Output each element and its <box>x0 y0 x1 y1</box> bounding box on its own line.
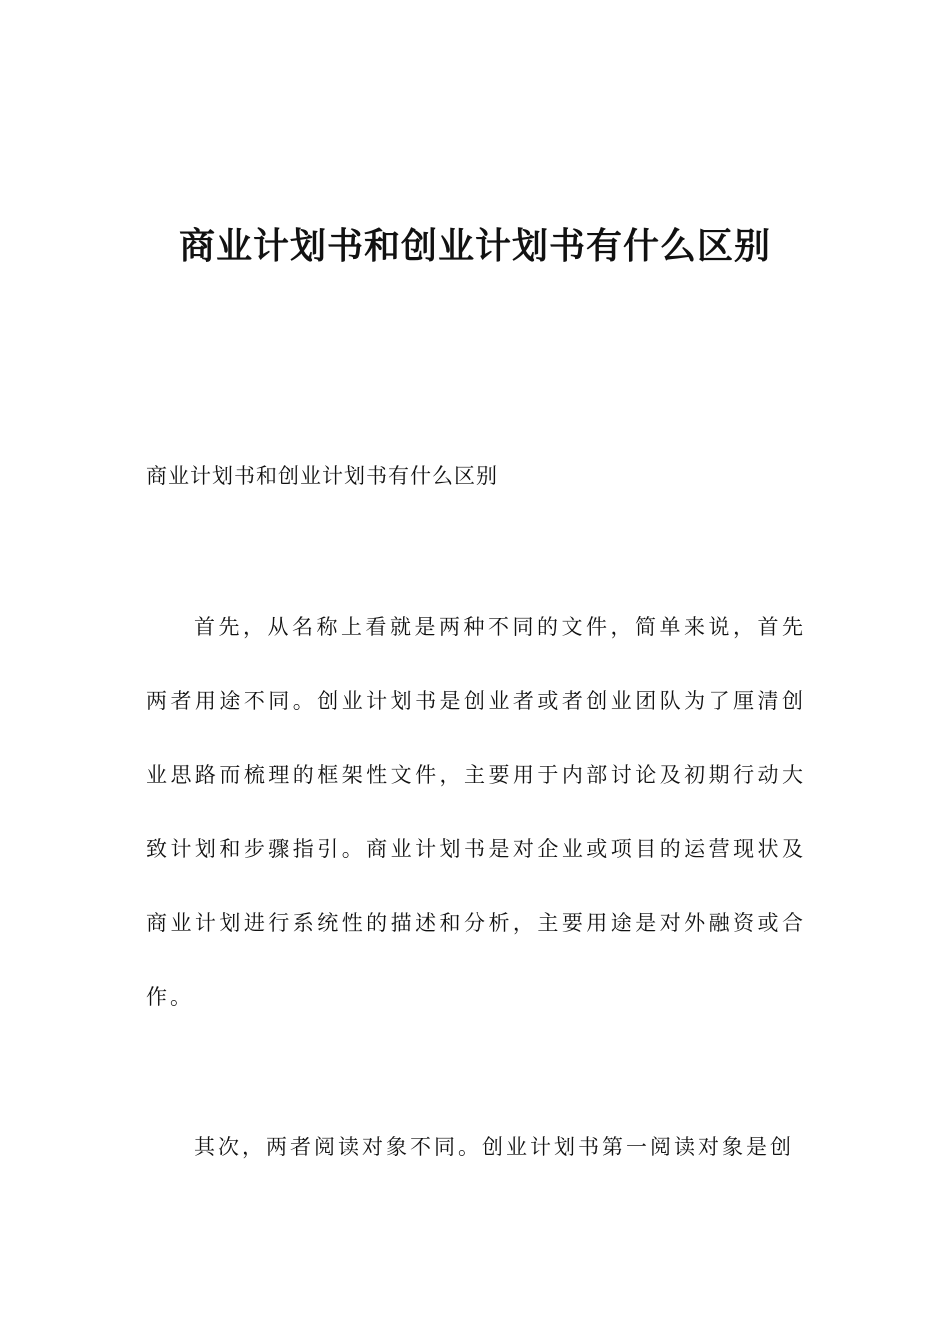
paragraph-1: 首先，从名称上看就是两种不同的文件，简单来说，首先两者用途不同。创业计划书是创业者或者创业团队为了厘清创业思路而梳理的框架性文件，主要用于内部讨论及初期行动大致计划和步骤指引。商业计划书是对企业或项目的运营现状及商业计划进行系统性的描述和分析，主要用途是对外融资或合作。 <box>146 615 806 1009</box>
document-subtitle: 商业计划书和创业计划书有什么区别 <box>146 464 498 488</box>
document-title: 商业计划书和创业计划书有什么区别 <box>178 226 771 267</box>
paragraph-2: 其次，两者阅读对象不同。创业计划书第一阅读对象是创 <box>194 1135 794 1159</box>
